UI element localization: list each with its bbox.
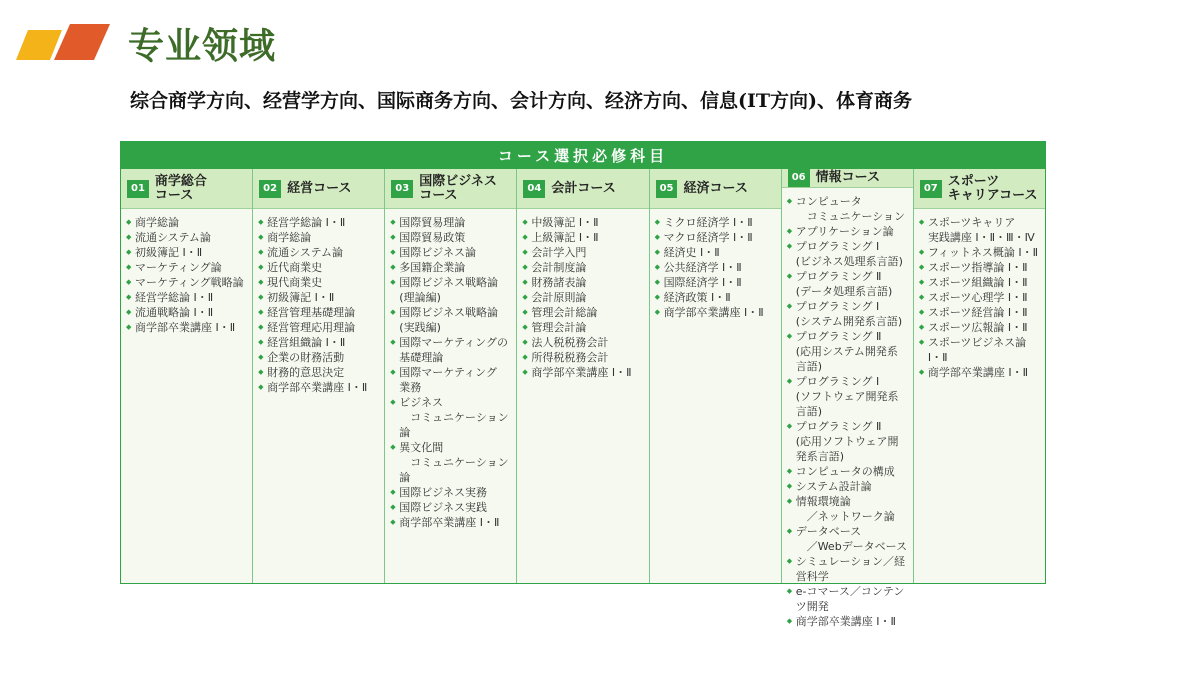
diamond-bullet-icon: ◆: [918, 263, 925, 271]
course-name: スポーツ キャリアコース: [947, 173, 1038, 203]
subject-item: [126, 215, 248, 230]
subject-label: プログラミング Ⅰ (ソフトウェア開発系言語): [795, 375, 899, 418]
subject-item: [126, 290, 248, 305]
diamond-bullet-icon: ◆: [258, 353, 264, 361]
subject-label: 管理会計論: [531, 321, 587, 334]
subject-item: [258, 305, 380, 320]
diamond-bullet-icon: ◆: [390, 308, 396, 316]
subject-label: 経営学総論 Ⅰ・Ⅱ: [135, 291, 214, 304]
diamond-bullet-icon: ◆: [522, 248, 528, 256]
subject-label: e-コマース／コンテンツ開発: [795, 585, 905, 613]
course-header: [650, 169, 781, 209]
diamond-bullet-icon: ◆: [126, 233, 132, 241]
subject-label: 法人税税務会計: [531, 336, 609, 349]
subject-label: 会計制度論: [531, 261, 587, 274]
subject-item: [787, 299, 909, 329]
subject-label: 国際貿易政策: [399, 231, 466, 244]
subject-label: 現代商業史: [267, 276, 323, 289]
diamond-bullet-icon: ◆: [654, 293, 660, 301]
subject-item: [258, 290, 380, 305]
subject-item: [390, 440, 512, 485]
subject-label: システム設計論: [795, 480, 872, 493]
subject-item: [258, 350, 380, 365]
subject-label: データベース ／Webデータベース: [795, 525, 908, 553]
subject-item: [258, 230, 380, 245]
subject-item: [919, 305, 1041, 320]
subject-item: [919, 365, 1041, 380]
subject-item: [522, 350, 644, 365]
subject-label: フィットネス概論 Ⅰ・Ⅱ: [927, 246, 1039, 259]
subject-label: スポーツキャリア 実践講座 Ⅰ・Ⅱ・Ⅲ・Ⅳ: [927, 216, 1035, 244]
subject-label: ミクロ経済学 Ⅰ・Ⅱ: [663, 216, 753, 229]
subject-label: 経営学総論 Ⅰ・Ⅱ: [267, 216, 346, 229]
subject-item: [655, 245, 777, 260]
diamond-bullet-icon: ◆: [390, 233, 396, 241]
subject-label: 国際ビジネス実務: [399, 486, 487, 499]
subject-item: [390, 335, 512, 365]
subject-item: [787, 374, 909, 419]
diamond-bullet-icon: ◆: [918, 218, 925, 226]
subject-item: [522, 230, 644, 245]
subject-item: [919, 260, 1041, 275]
subject-label: スポーツ組織論 Ⅰ・Ⅱ: [927, 276, 1028, 289]
subject-item: [522, 335, 644, 350]
diamond-bullet-icon: ◆: [126, 248, 132, 256]
subject-item: [655, 305, 777, 320]
subject-label: 流通システム論: [267, 246, 344, 259]
diamond-bullet-icon: ◆: [522, 293, 528, 301]
table-title: コース選択必修科目: [121, 142, 1045, 169]
course-column: [253, 169, 385, 583]
subject-label: プログラミング Ⅰ (システム開発系言語): [795, 300, 903, 328]
page-title: 专业领域: [128, 25, 277, 67]
subject-label: 商学部卒業講座 Ⅰ・Ⅱ: [927, 366, 1028, 379]
subject-label: ビジネス コミュニケーション論: [399, 396, 509, 439]
subject-label: 国際マーケティングの 基礎理論: [399, 336, 508, 364]
diamond-bullet-icon: ◆: [522, 323, 528, 331]
subject-item: [390, 515, 512, 530]
subject-item: [787, 194, 909, 224]
subject-item: [126, 275, 248, 290]
diamond-bullet-icon: ◆: [918, 323, 925, 331]
subject-label: 経営管理応用理論: [267, 321, 356, 334]
subject-item: [787, 239, 909, 269]
subject-item: [258, 245, 380, 260]
subject-item: [655, 260, 777, 275]
subject-label: 国際マーケティング 業務: [399, 366, 497, 394]
diamond-bullet-icon: ◆: [126, 308, 132, 316]
diamond-bullet-icon: ◆: [126, 263, 132, 271]
course-number-badge: 02: [259, 180, 281, 198]
subject-item: [655, 230, 777, 245]
diamond-bullet-icon: ◆: [258, 323, 264, 331]
subject-label: スポーツ心理学 Ⅰ・Ⅱ: [927, 291, 1028, 304]
diamond-bullet-icon: ◆: [258, 278, 264, 286]
subject-item: [919, 335, 1041, 365]
subject-item: [258, 380, 380, 395]
subject-item: [390, 500, 512, 515]
course-header: [914, 169, 1045, 209]
course-table: [120, 141, 1046, 628]
course-column: [385, 169, 517, 583]
subject-item: [390, 485, 512, 500]
subject-label: 公共経済学 Ⅰ・Ⅱ: [663, 261, 742, 274]
subject-item: [787, 494, 909, 524]
subject-label: マクロ経済学 Ⅰ・Ⅱ: [663, 231, 753, 244]
course-column: [517, 169, 649, 583]
subject-label: 異文化間 コミュニケーション論: [399, 441, 509, 484]
subject-label: 財務諸表論: [531, 276, 587, 289]
diamond-bullet-icon: ◆: [258, 233, 264, 241]
subject-label: 流通戦略論 Ⅰ・Ⅱ: [135, 306, 214, 319]
subject-label: 中級簿記 Ⅰ・Ⅱ: [531, 216, 599, 229]
course-column: [914, 169, 1045, 583]
subject-label: プログラミング Ⅱ (応用ソフトウェア開発系言語): [795, 420, 899, 463]
diamond-bullet-icon: ◆: [918, 248, 925, 256]
subject-label: 多国籍企業論: [399, 261, 466, 274]
subject-list: [517, 209, 648, 380]
subject-label: マーケティング論: [135, 261, 222, 274]
subject-list: [121, 209, 252, 335]
subject-label: 商学部卒業講座 Ⅰ・Ⅱ: [795, 615, 896, 628]
subject-item: [655, 275, 777, 290]
diamond-bullet-icon: ◆: [258, 338, 264, 346]
subject-label: 国際ビジネス論: [399, 246, 476, 259]
subject-label: 所得税税務会計: [531, 351, 609, 364]
diamond-bullet-icon: ◆: [786, 377, 793, 385]
subject-label: 商学部卒業講座 Ⅰ・Ⅱ: [399, 516, 500, 529]
diamond-bullet-icon: ◆: [126, 293, 132, 301]
diamond-bullet-icon: ◆: [258, 383, 264, 391]
subject-item: [258, 215, 380, 230]
diamond-bullet-icon: ◆: [786, 422, 793, 430]
course-column: [650, 169, 782, 583]
diamond-bullet-icon: ◆: [390, 443, 396, 451]
diamond-bullet-icon: ◆: [654, 248, 660, 256]
subject-list: [650, 209, 781, 320]
course-name: 商学総合 コース: [154, 173, 207, 203]
subject-label: 近代商業史: [267, 261, 323, 274]
course-number-badge: 01: [127, 180, 149, 198]
diamond-bullet-icon: ◆: [390, 398, 396, 406]
subject-item: [258, 365, 380, 380]
subject-item: [522, 305, 644, 320]
course-column: [121, 169, 253, 583]
subject-label: 会計原則論: [531, 291, 587, 304]
subject-item: [787, 224, 909, 239]
subject-item: [655, 290, 777, 305]
subject-label: シミュレーション／経営科学: [795, 555, 906, 583]
subject-item: [258, 335, 380, 350]
subject-label: 商学部卒業講座 Ⅰ・Ⅱ: [135, 321, 236, 334]
subject-item: [126, 305, 248, 320]
diamond-bullet-icon: ◆: [258, 248, 264, 256]
diamond-bullet-icon: ◆: [522, 278, 528, 286]
subject-label: 初級簿記 Ⅰ・Ⅱ: [267, 291, 335, 304]
subject-item: [390, 305, 512, 335]
subject-item: [390, 245, 512, 260]
subject-item: [390, 215, 512, 230]
subject-item: [522, 245, 644, 260]
diamond-bullet-icon: ◆: [786, 302, 793, 310]
subject-item: [787, 464, 909, 479]
diamond-bullet-icon: ◆: [126, 218, 132, 226]
subject-label: コンピュータの構成: [795, 465, 895, 478]
subject-label: 国際ビジネス戦略論 (実践編): [399, 306, 498, 334]
course-header: [782, 169, 913, 188]
course-name: 経営コース: [287, 180, 352, 196]
subject-item: [126, 260, 248, 275]
subject-item: [787, 554, 909, 584]
diamond-bullet-icon: ◆: [258, 218, 264, 226]
course-header: [253, 169, 384, 209]
subject-item: [787, 329, 909, 374]
diamond-bullet-icon: ◆: [258, 263, 264, 271]
subject-list: [253, 209, 384, 395]
subject-label: 経済史 Ⅰ・Ⅱ: [663, 246, 720, 259]
diamond-bullet-icon: ◆: [786, 527, 793, 535]
course-header: [517, 169, 648, 209]
subject-label: 国際貿易理論: [399, 216, 466, 229]
course-header: [121, 169, 252, 209]
subject-item: [390, 230, 512, 245]
subject-label: スポーツ経営論 Ⅰ・Ⅱ: [927, 306, 1028, 319]
subject-label: 国際ビジネス実践: [399, 501, 487, 514]
subject-item: [787, 269, 909, 299]
subject-item: [126, 245, 248, 260]
diamond-bullet-icon: ◆: [918, 368, 925, 376]
subject-label: 初級簿記 Ⅰ・Ⅱ: [135, 246, 203, 259]
course-name: 経済コース: [683, 180, 748, 196]
subject-label: 流通システム論: [135, 231, 211, 244]
subject-item: [522, 215, 644, 230]
diamond-bullet-icon: ◆: [390, 248, 396, 256]
subject-label: 国際経済学 Ⅰ・Ⅱ: [663, 276, 742, 289]
diamond-bullet-icon: ◆: [522, 218, 528, 226]
diamond-bullet-icon: ◆: [918, 293, 925, 301]
diamond-bullet-icon: ◆: [654, 308, 660, 316]
subject-label: 管理会計総論: [531, 306, 598, 319]
subject-label: プログラミング Ⅰ (ビジネス処理系言語): [795, 240, 903, 268]
subject-label: 国際ビジネス戦略論 (理論編): [399, 276, 498, 304]
subject-item: [522, 260, 644, 275]
diamond-bullet-icon: ◆: [786, 332, 793, 340]
diamond-bullet-icon: ◆: [126, 278, 132, 286]
diamond-bullet-icon: ◆: [786, 482, 793, 490]
subject-item: [787, 524, 909, 554]
subject-item: [919, 215, 1041, 245]
subject-list: [385, 209, 516, 530]
subject-label: アプリケーション論: [795, 225, 894, 238]
diamond-bullet-icon: ◆: [786, 467, 793, 475]
subject-label: スポーツ広報論 Ⅰ・Ⅱ: [927, 321, 1028, 334]
subject-item: [390, 365, 512, 395]
subject-list: [782, 188, 913, 629]
subject-label: 経営組織論 Ⅰ・Ⅱ: [267, 336, 346, 349]
diamond-bullet-icon: ◆: [522, 353, 528, 361]
subtitle: 综合商学方向、经营学方向、国际商务方向、会计方向、经济方向、信息(IT方向)、体育商务: [130, 90, 913, 112]
subject-item: [390, 260, 512, 275]
diamond-bullet-icon: ◆: [258, 293, 264, 301]
subject-item: [522, 365, 644, 380]
course-name: 国際ビジネス コース: [419, 173, 497, 203]
subject-item: [655, 215, 777, 230]
course-number-badge: 07: [920, 180, 942, 198]
course-header: [385, 169, 516, 209]
diamond-bullet-icon: ◆: [126, 323, 132, 331]
diamond-bullet-icon: ◆: [918, 278, 925, 286]
subject-item: [390, 395, 512, 440]
diamond-bullet-icon: ◆: [258, 368, 264, 376]
subject-label: 商学部卒業講座 Ⅰ・Ⅱ: [267, 381, 368, 394]
subject-item: [522, 290, 644, 305]
diamond-bullet-icon: ◆: [654, 278, 660, 286]
subject-item: [787, 584, 909, 614]
course-number-badge: 06: [788, 169, 810, 187]
diamond-bullet-icon: ◆: [786, 227, 793, 235]
subject-item: [258, 275, 380, 290]
subject-item: [126, 320, 248, 335]
subject-item: [919, 320, 1041, 335]
subject-label: マーケティング戦略論: [135, 276, 244, 289]
diamond-bullet-icon: ◆: [786, 587, 793, 595]
subject-label: 経営管理基礎理論: [267, 306, 356, 319]
subject-label: 経済政策 Ⅰ・Ⅱ: [663, 291, 731, 304]
diamond-bullet-icon: ◆: [918, 338, 925, 346]
subject-item: [126, 230, 248, 245]
diamond-bullet-icon: ◆: [918, 308, 925, 316]
subject-item: [522, 275, 644, 290]
diamond-bullet-icon: ◆: [786, 557, 793, 565]
subject-label: 会計学入門: [531, 246, 587, 259]
diamond-bullet-icon: ◆: [390, 518, 396, 526]
subject-item: [787, 614, 909, 629]
subject-item: [919, 245, 1041, 260]
diamond-bullet-icon: ◆: [390, 503, 396, 511]
subject-item: [787, 419, 909, 464]
course-number-badge: 03: [391, 180, 413, 198]
subject-item: [258, 320, 380, 335]
diamond-bullet-icon: ◆: [654, 233, 660, 241]
course-column: [782, 169, 914, 628]
subject-label: 上級簿記 Ⅰ・Ⅱ: [531, 231, 599, 244]
subject-label: スポーツ指導論 Ⅰ・Ⅱ: [927, 261, 1028, 274]
subject-item: [787, 479, 909, 494]
logo-icon: [14, 22, 112, 62]
subject-label: スポーツビジネス論 Ⅰ・Ⅱ: [927, 336, 1027, 364]
subject-item: [919, 275, 1041, 290]
subject-label: 商学総論: [267, 231, 312, 244]
diamond-bullet-icon: ◆: [522, 263, 528, 271]
subject-item: [919, 290, 1041, 305]
subject-label: 財務的意思決定: [267, 366, 345, 379]
diamond-bullet-icon: ◆: [786, 497, 793, 505]
subject-item: [390, 275, 512, 305]
diamond-bullet-icon: ◆: [390, 488, 396, 496]
diamond-bullet-icon: ◆: [522, 368, 528, 376]
course-number-badge: 04: [523, 180, 545, 198]
subject-label: コンピュータ コミュニケーション: [795, 195, 906, 223]
diamond-bullet-icon: ◆: [258, 308, 264, 316]
diamond-bullet-icon: ◆: [786, 272, 793, 280]
course-name: 会計コース: [551, 180, 616, 196]
subject-item: [522, 320, 644, 335]
diamond-bullet-icon: ◆: [522, 308, 528, 316]
diamond-bullet-icon: ◆: [786, 197, 793, 205]
course-columns: [121, 169, 1045, 628]
subject-label: 情報環境論 ／ネットワーク論: [795, 495, 895, 523]
diamond-bullet-icon: ◆: [522, 338, 528, 346]
diamond-bullet-icon: ◆: [390, 368, 396, 376]
subject-list: [914, 209, 1045, 380]
diamond-bullet-icon: ◆: [390, 278, 396, 286]
subject-label: 商学部卒業講座 Ⅰ・Ⅱ: [531, 366, 632, 379]
subject-label: 商学総論: [135, 216, 179, 229]
diamond-bullet-icon: ◆: [390, 218, 396, 226]
diamond-bullet-icon: ◆: [654, 218, 660, 226]
course-name: 情報コース: [815, 170, 880, 185]
subject-label: 商学部卒業講座 Ⅰ・Ⅱ: [663, 306, 764, 319]
diamond-bullet-icon: ◆: [390, 338, 396, 346]
diamond-bullet-icon: ◆: [390, 263, 396, 271]
diamond-bullet-icon: ◆: [786, 242, 793, 250]
course-number-badge: 05: [656, 180, 678, 198]
diamond-bullet-icon: ◆: [654, 263, 660, 271]
subject-item: [258, 260, 380, 275]
subject-label: 企業の財務活動: [267, 351, 345, 364]
diamond-bullet-icon: ◆: [786, 617, 793, 625]
subject-label: プログラミング Ⅱ (応用システム開発系言語): [795, 330, 898, 373]
subject-label: プログラミング Ⅱ (データ処理系言語): [795, 270, 893, 298]
diamond-bullet-icon: ◆: [522, 233, 528, 241]
